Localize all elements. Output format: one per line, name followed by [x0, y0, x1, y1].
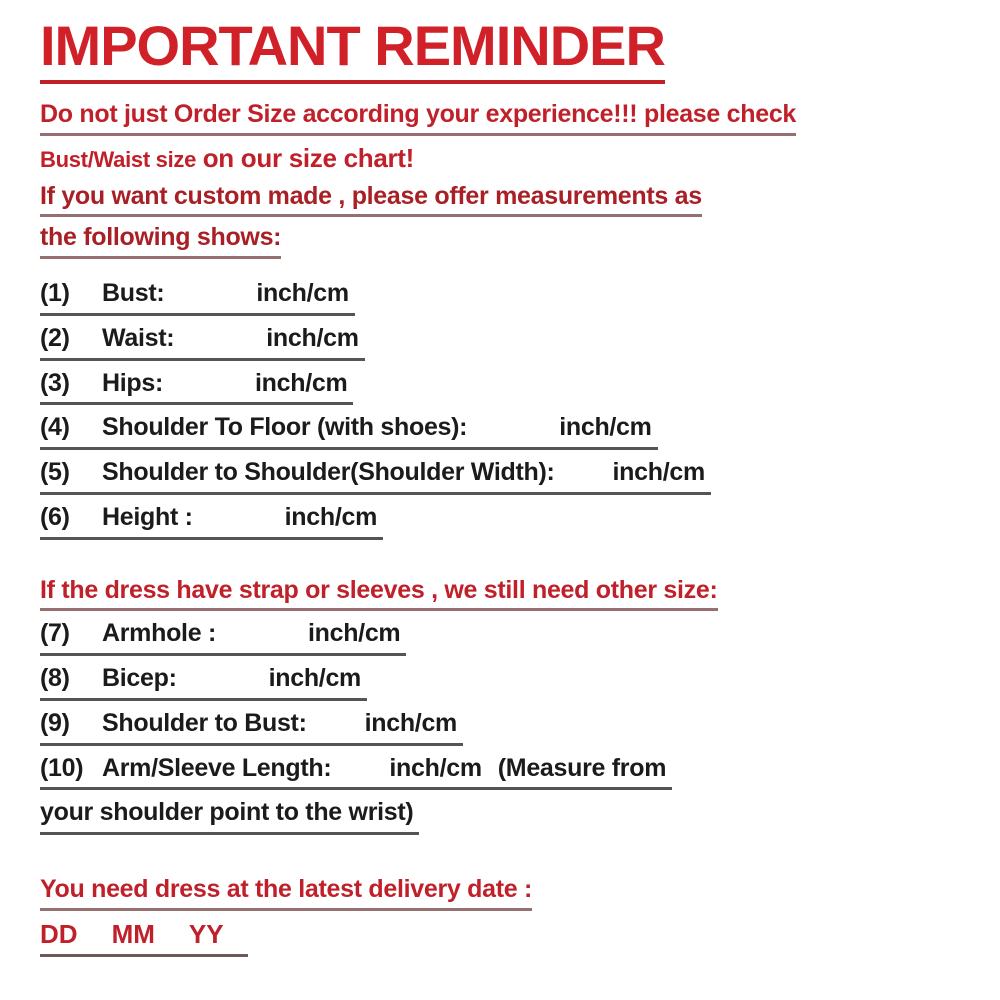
measurement-line: [40, 619, 406, 656]
page-title: IMPORTANT REMINDER: [40, 18, 665, 84]
measurement-number: (10): [40, 753, 84, 782]
measurement-number: (1): [40, 279, 70, 308]
measurement-line: [40, 503, 383, 540]
measurement-row: [40, 324, 970, 361]
size-chart-line-part2: on our size chart!: [202, 142, 415, 173]
measurement-label: Hips:: [102, 368, 164, 397]
measurement-line: [40, 709, 463, 746]
sleeve-continuation: your shoulder point to the wrist): [40, 798, 419, 835]
measurement-unit: inch/cm: [256, 279, 349, 308]
measurement-row: [40, 369, 970, 406]
measurement-unit: inch/cm: [364, 708, 457, 737]
measurement-row: [40, 413, 970, 450]
measurement-row: [40, 458, 970, 495]
measurement-row: [40, 279, 970, 316]
date-placeholder-yy: YY: [188, 918, 224, 949]
measurement-label: Height :: [102, 502, 193, 531]
strap-note-wrap: [40, 576, 970, 612]
measurement-label: Waist:: [102, 323, 175, 352]
delivery-note: You need dress at the latest delivery date :: [40, 875, 532, 911]
sleeve-continuation-row: [40, 798, 970, 835]
measurement-list: [40, 279, 970, 540]
title-wrap: [40, 14, 970, 100]
measurement-number: (5): [40, 458, 70, 487]
measurement-unit: inch/cm: [559, 413, 652, 442]
custom-made-line-1-wrap: [40, 182, 970, 218]
measurement-number: (7): [40, 619, 70, 648]
measurement-label: Arm/Sleeve Length:: [102, 753, 332, 782]
size-chart-line-part1: Bust/Waist size: [40, 146, 197, 172]
measurement-unit: inch/cm: [389, 753, 482, 782]
measurement-label: Bicep:: [102, 664, 177, 693]
measurement-row: [40, 754, 970, 791]
measurement-number: (6): [40, 502, 70, 531]
measurement-unit: inch/cm: [268, 664, 361, 693]
measurement-unit: inch/cm: [255, 368, 348, 397]
size-chart-line: [40, 144, 970, 174]
custom-made-line-2: the following shows:: [40, 223, 281, 259]
custom-made-line-1: If you want custom made , please offer measurements as: [40, 182, 702, 218]
date-placeholder-dd: DD: [40, 918, 78, 949]
measurement-unit: inch/cm: [307, 619, 401, 648]
measurement-number: (9): [40, 708, 70, 737]
delivery-note-wrap: [40, 875, 970, 911]
measurement-label: Armhole :: [102, 619, 216, 648]
date-row: [40, 919, 970, 957]
measurement-row: [40, 664, 970, 701]
measurement-number: (2): [40, 323, 70, 352]
custom-made-line-2-wrap: [40, 223, 970, 259]
date-fields: [40, 919, 248, 957]
measurement-unit: inch/cm: [612, 458, 705, 487]
measurement-number: (4): [40, 413, 70, 442]
measurement-line: [40, 458, 711, 495]
date-placeholder-mm: MM: [111, 918, 155, 949]
measurement-label: Shoulder to Bust:: [102, 708, 307, 737]
extra-measurement-list: [40, 619, 970, 835]
measurement-line: [40, 664, 367, 701]
measurement-suffix: (Measure from: [497, 753, 667, 782]
strap-note: If the dress have strap or sleeves , we still need other size:: [40, 576, 718, 612]
warning-line-wrap: [40, 100, 970, 136]
measurement-label: Bust:: [102, 279, 165, 308]
measurement-row: [40, 503, 970, 540]
measurement-row: [40, 619, 970, 656]
measurement-unit: inch/cm: [284, 502, 378, 531]
measurement-line: [40, 413, 658, 450]
measurement-line: [40, 324, 365, 361]
measurement-line: [40, 754, 672, 791]
measurement-label: Shoulder To Floor (with shoes):: [102, 413, 468, 442]
measurement-line: [40, 279, 355, 316]
warning-line: Do not just Order Size according your experience!!! please check: [40, 100, 796, 136]
measurement-row: [40, 709, 970, 746]
measurement-number: (8): [40, 664, 70, 693]
measurement-number: (3): [40, 368, 70, 397]
measurement-label: Shoulder to Shoulder(Shoulder Width):: [102, 458, 555, 487]
measurement-unit: inch/cm: [266, 323, 359, 352]
measurement-line: [40, 369, 353, 406]
